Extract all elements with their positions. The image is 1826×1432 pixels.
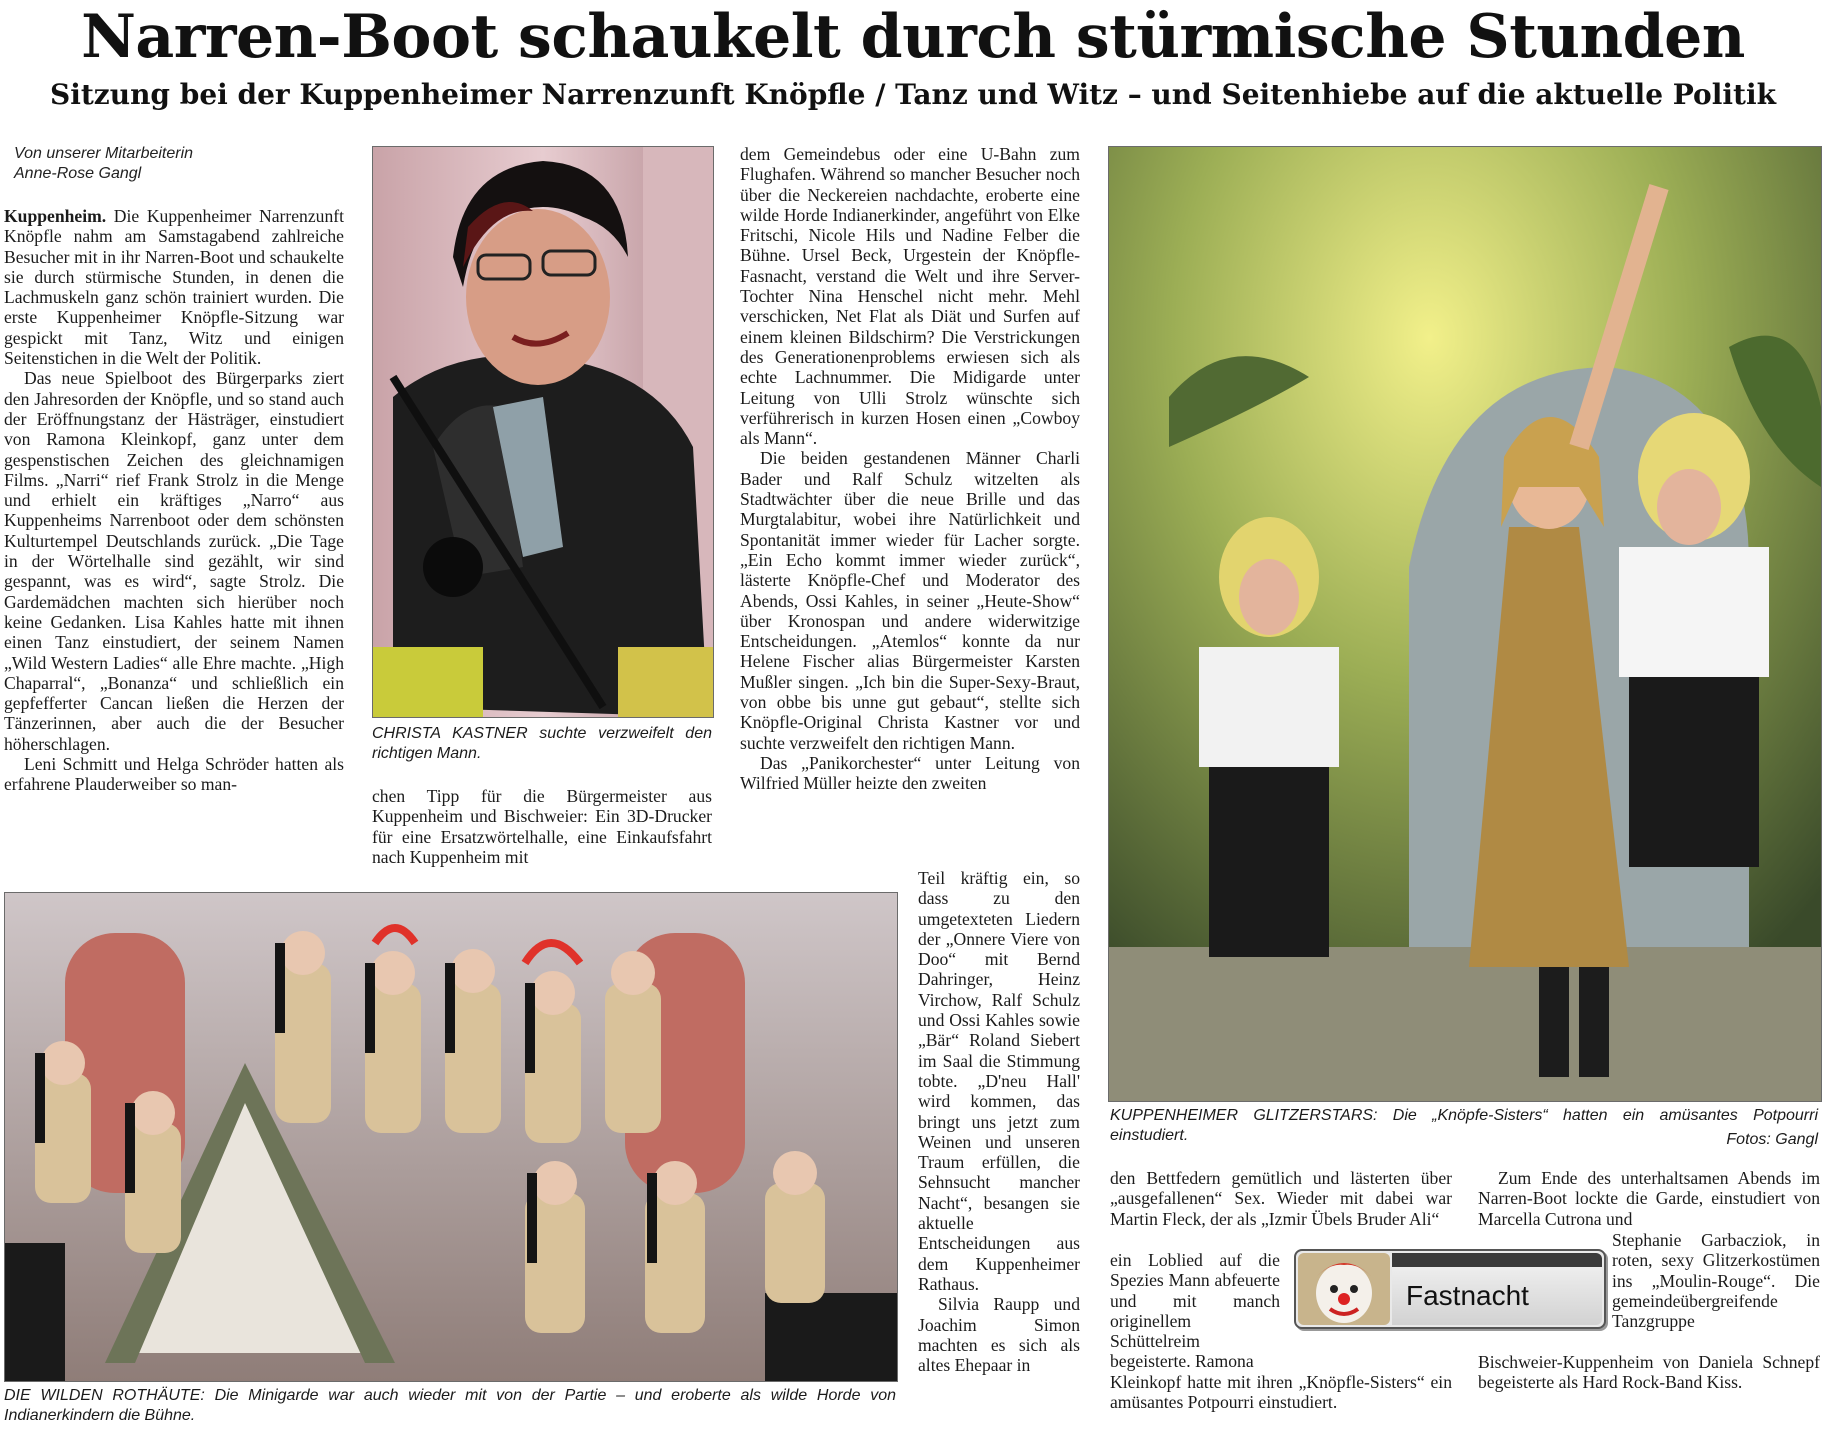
rothaeute-photo-illustration (5, 893, 897, 1381)
article-column-6-narrow (1612, 1230, 1820, 1331)
caption-wilde-rothaeute (4, 1386, 896, 1426)
article-column-2 (372, 786, 712, 867)
article-column-5-bottom (1110, 1372, 1452, 1413)
article-paragraph: Leni Schmitt und Helga Schröder hatten als erfahrene Plauderweiber so man- (4, 754, 344, 795)
subheadline: Sitzung bei der Kuppenheimer Narrenzunft Knöpfle / Tanz und Witz – und Seitenhiebe auf die aktuelle Politik (50, 78, 1776, 111)
caption-text: suchte verzweifelt den richtigen Mann. (372, 725, 712, 762)
article-paragraph: Silvia Raupp und Joachim Simon machten es sich als altes Ehepaar in (918, 1294, 1080, 1376)
article-column-5-top (1110, 1168, 1452, 1229)
byline (14, 144, 344, 184)
article-paragraph: chen Tipp für die Bürgermeister aus Kuppenheim und Bischweier: Ein 3D-Drucker für eine Ersatzwörtelhalle, eine Einkaufsfahrt nach Kuppenheim mit (372, 786, 712, 867)
article-paragraph: dem Gemeindebus oder eine U-Bahn zum Flughafen. Während so mancher Besucher noch über die Neckereien nachdachte, eroberte eine wilde Horde Indianerkinder, angeführt von Elke Fritschi, Nicole Hils und Nadine Felber die Bühne. Ursel Beck, Urgestein der Knöpfle-Fasnacht, verstand die Welt und ihre Server-Tochter Nina Henschel nicht mehr. Mehl verschicken, Net Flat als Diät und Surfen auf einem kleinen Bildschirm? Die Verstrickungen des Generationenproblems erwiesen sich als echte Lachnummer. Die Midigarde unter Leitung von Ulli Strolz wünschte sich verführerisch in kurzen Hosen einen „Cowboy als Mann“. (740, 144, 1080, 449)
article-paragraph: ein Loblied auf die Spezies Mann abfeuerte und mit manch originellem Schüttelreim begeisterte. Ramona (1110, 1250, 1280, 1372)
article-paragraph: Stephanie Garbacziok, in roten, sexy Glitzerkostümen ins „Moulin-Rouge“. Die gemeindeübergreifende Tanzgruppe (1612, 1230, 1820, 1332)
tag-label: Fastnacht (1406, 1280, 1529, 1311)
fastnacht-tag (1294, 1249, 1606, 1329)
photo-wilde-rothaeute (4, 892, 898, 1382)
caption-text: Die Minigarde war auch wieder mit von der Partie – und eroberte als wilde Horde von Indianerkindern die Bühne. (4, 1387, 897, 1424)
article-paragraph: Zum Ende des unterhaltsamen Abends im Narren-Boot lockte die Garde, einstudiert von Marcella Cutrona und (1478, 1168, 1820, 1229)
clown-icon (1298, 1253, 1390, 1325)
article-column-6-top (1478, 1168, 1820, 1229)
article-column-6-bottom (1478, 1352, 1820, 1393)
caption-christa-kastner (372, 724, 712, 764)
article-paragraph: den Bettfedern gemütlich und lästerten über „ausgefallenen“ Sex. Wieder mit dabei war Martin Fleck, der als „Izmir Übels Bruder Ali“ (1110, 1168, 1452, 1229)
byline-line-1: Von unserer Mitarbeiterin (14, 145, 194, 162)
caption-lead: KUPPENHEIMER GLITZERSTARS: (1110, 1107, 1378, 1124)
dateline: Kuppenheim. (4, 206, 107, 226)
article-narrow-column (918, 868, 1080, 1375)
byline-author: Anne-Rose Gangl (14, 165, 142, 182)
article-column-3 (740, 144, 1080, 794)
kastner-photo-illustration (373, 147, 713, 717)
glitzerstars-photo-illustration (1109, 147, 1821, 1101)
caption-glitzerstars (1110, 1106, 1818, 1150)
article-paragraph: Bischweier-Kuppenheim von Daniela Schnepf begeisterte als Hard Rock-Band Kiss. (1478, 1352, 1820, 1393)
article-paragraph: Das „Panikorchester“ unter Leitung von Wilfried Müller heizte den zweiten (740, 752, 1080, 794)
paragraph-text: Die Kuppenheimer Narrenzunft Knöpfle nahm am Samstagabend zahlreiche Besucher mit in ihr Narren-Boot und schaukelte sie durch stürmische Stunden, in denen die Lachmuskeln ganz schön trainiert wurden. Die erste Kuppenheimer Knöpfle-Sitzung war gespickt mit Tanz, Witz und einigen Seitenstichen in die Welt der Politik. (4, 206, 344, 369)
tag-top-bar (1392, 1253, 1602, 1267)
photo-christa-kastner (372, 146, 714, 718)
headline: Narren-Boot schaukelt durch stürmische Stunden (81, 2, 1745, 72)
caption-lead: CHRISTA KASTNER (372, 725, 528, 742)
photo-credit: Fotos: Gangl (1726, 1131, 1818, 1148)
article-column-1 (4, 206, 344, 795)
caption-lead: DIE WILDEN ROTHÄUTE: (4, 1387, 205, 1404)
article-paragraph (4, 206, 344, 368)
article-paragraph: Kleinkopf hatte mit ihren „Knöpfle-Sisters“ ein amüsantes Potpourri einstudiert. (1110, 1372, 1452, 1413)
article-paragraph: Die beiden gestandenen Männer Charli Bader und Ralf Schulz witzelten als Stadtwächter über die neue Brille und das Murgtalabitur, wobei ihre Natürlichkeit und Spontanität immer wieder für Lacher sorgte. „Ein Echo kommt immer wieder zurück“, lästerte Knöpfle-Chef und Moderator des Abends, Ossi Kahles, in seiner „Heute-Show“ über Kronospan und andere widerwitzige Entscheidungen. „Atemlos“ konnte da nur Helene Fischer alias Bürgermeister Karsten Mußler singen. „Ich bin die Super-Sexy-Braut, von obbe bis unne gut gebaut“, stellte sich Knöpfle-Original Christa Kastner vor und suchte verzweifelt den richtigen Mann. (740, 448, 1080, 753)
caption-text: Die „Knöpfe-Sisters“ hatten ein amüsantes Potpourri einstudiert. (1110, 1107, 1818, 1144)
article-paragraph: Teil kräftig ein, so dass zu den umgetexteten Liedern der „Onnere Viere von Doo“ mit Bernd Dahringer, Heinz Virchow, Ralf Schulz und Ossi Kahles sowie „Bär“ Roland Siebert im Saal die Stimmung tobte. „D'neu Hall' wird kommen, das bringt uns jetzt zum Weinen und unseren Traum erfüllen, die Sehnsucht mancher Nacht“, besangen sie aktuelle Entscheidungen aus dem Kuppenheimer Rathaus. (918, 868, 1080, 1294)
article-paragraph: Das neue Spielboot des Bürgerparks ziert den Jahresorden der Knöpfle, und so stand auch der Eröffnungstanz der Hästräger, einstudiert von Ramona Kleinkopf, ganz unter dem gespenstischen Zeichen des gleichnamigen Films. „Narri“ rief Frank Strolz in die Menge und erhielt ein kräftiges „Narro“ aus Kuppenheims Narrenboot oder dem schönsten Kulturtempel Deutschlands zurück. „Die Tage in der Wörtelhalle sind gezählt, wir sind gespannt, was es wird“, sagte Strolz. Die Gardemädchen machten sich hierüber noch keine Gedanken. Lisa Kahles hatte mit ihnen einen Tanz einstudiert, der seinem Namen „Wild Western Ladies“ alle Ehre machte. „High Chaparral“, „Bonanza“ und schließlich ein gepfefferter Cancan ließen die Herzen der Tänzerinnen, aber auch die der Besucher höherschlagen. (4, 368, 344, 754)
photo-glitzerstars (1108, 146, 1822, 1102)
article-column-5-narrow (1110, 1250, 1280, 1372)
